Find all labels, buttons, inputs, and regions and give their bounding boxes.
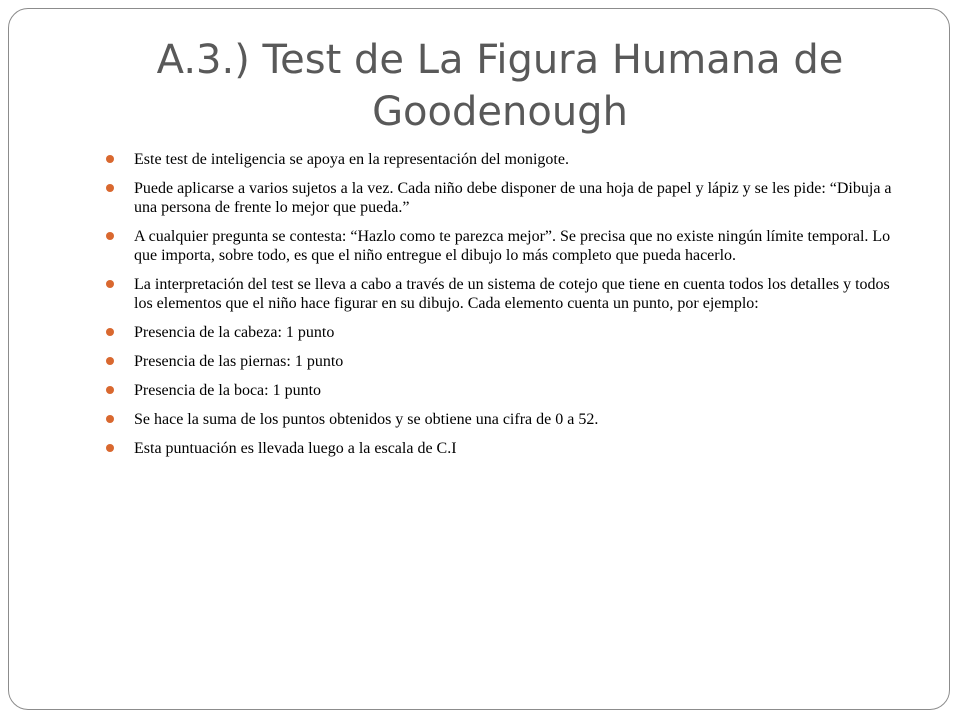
bullet-text: Presencia de la boca: 1 punto [134,382,322,399]
bullet-item [106,227,906,265]
bullet-dot-icon [106,155,114,163]
bullet-text: Presencia de la cabeza: 1 punto [134,324,335,341]
bullet-text: A cualquier pregunta se contesta: “Hazlo como te parezca mejor”. Se precisa que no existe ningún límite temporal. Lo que importa, sobre todo, es que el niño entregue el dibujo lo más completo que pueda hacerlo. [134,228,891,264]
bullet-text: Este test de inteligencia se apoya en la representación del monigote. [134,151,569,168]
bullet-item [106,179,906,217]
bullet-text: La interpretación del test se lleva a cabo a través de un sistema de cotejo que tiene en cuenta todos los detalles y todos los elementos que el niño hace figurar en su dibujo. Cada elemento cuenta un punto, por ejemplo: [134,276,890,312]
bullet-dot-icon [106,328,114,336]
bullet-list [106,150,906,468]
bullet-dot-icon [106,232,114,240]
bullet-item [106,352,906,371]
bullet-text: Esta puntuación es llevada luego a la escala de C.I [134,440,457,457]
bullet-dot-icon [106,444,114,452]
bullet-item [106,410,906,429]
bullet-text: Se hace la suma de los puntos obtenidos y se obtiene una cifra de 0 a 52. [134,411,599,428]
bullet-dot-icon [106,184,114,192]
bullet-item [106,439,906,458]
bullet-item [106,381,906,400]
bullet-dot-icon [106,280,114,288]
bullet-dot-icon [106,386,114,394]
bullet-text: Presencia de las piernas: 1 punto [134,353,344,370]
bullet-text: Puede aplicarse a varios sujetos a la vez. Cada niño debe disponer de una hoja de papel y lápiz y se les pide: “Dibuja a una persona de frente lo mejor que pueda.” [134,180,892,216]
slide-title: A.3.) Test de La Figura Humana de Goodenough [156,37,844,135]
bullet-dot-icon [106,357,114,365]
bullet-item [106,323,906,342]
bullet-item [106,275,906,313]
bullet-dot-icon [106,415,114,423]
bullet-item [106,150,906,169]
